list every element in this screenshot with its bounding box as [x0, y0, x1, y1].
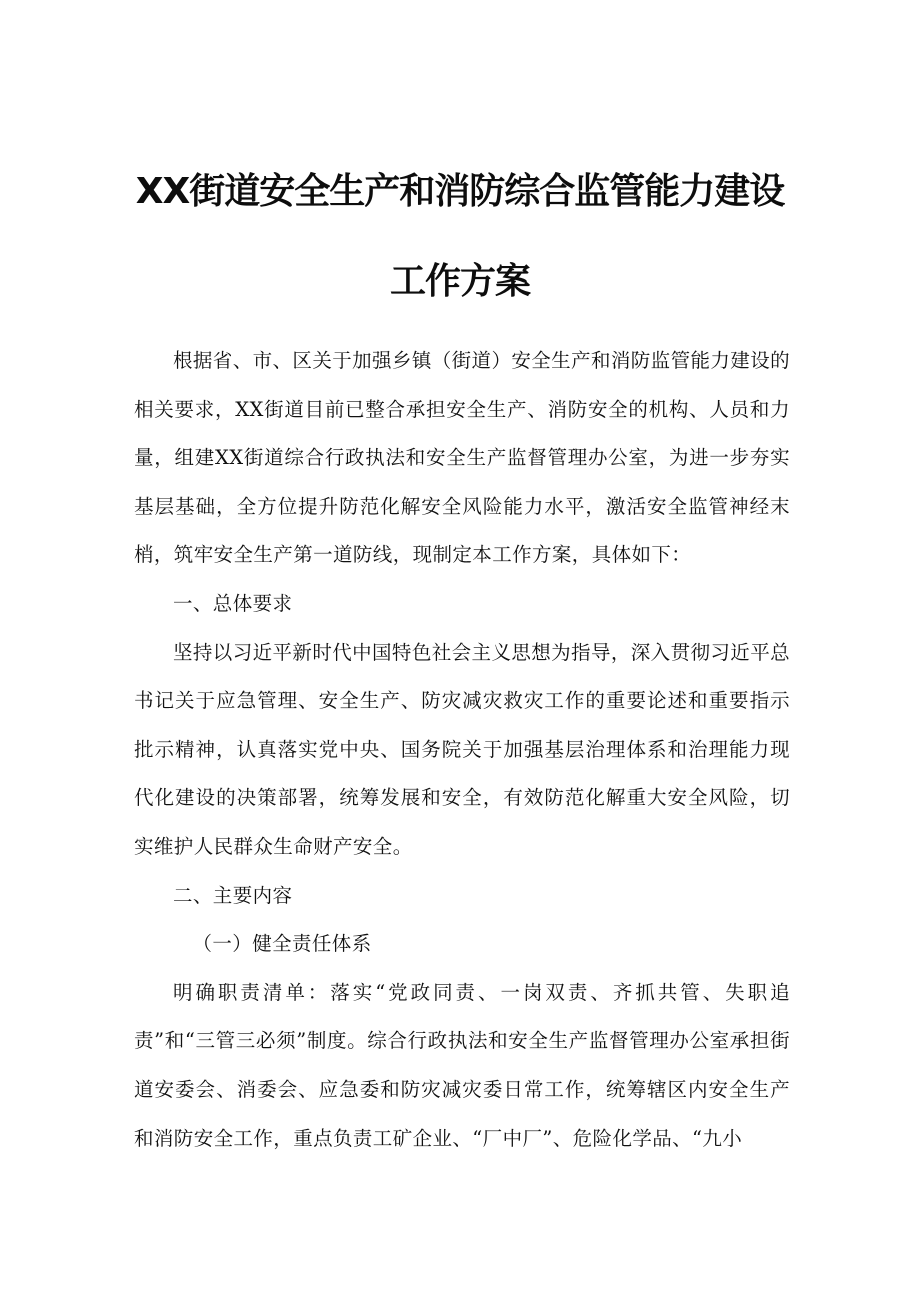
section-1-paragraph: 坚持以习近平新时代中国特色社会主义思想为指导，深入贯彻习近平总书记关于应急管理、安全生产、防灾减灾救灾工作的重要论述和重要指示批示精神，认真落实党中央、国务院关于加强基层治理体系和治理能力现代化建设的决策部署，统筹发展和安全，有效防范化解重大安全风险，切实维护人民群众生命财产安全。 [134, 640, 790, 858]
intro-paragraph: 根据省、市、区关于加强乡镇（街道）安全生产和消防监管能力建设的相关要求，XX街道目前已整合承担安全生产、消防安全的机构、人员和力量，组建XX街道综合行政执法和安全生产监督管理办公室，为进一步夯实基层基础，全方位提升防范化解安全风险能力水平，激活安全监管神经末梢，筑牢安全生产第一道防线，现制定本工作方案，具体如下： [134, 349, 790, 567]
document-title-line-2: 工作方案 [389, 261, 530, 302]
document-title-line-1: XX街道安全生产和消防综合监管能力建设 [135, 171, 785, 212]
subsection-1-paragraph: 明确职责清单：落实“党政同责、一岗双责、齐抓共管、失职追责”和“三管三必须”制度。综合行政执法和安全生产监督管理办公室承担街道安委会、消委会、应急委和防灾减灾委日常工作，统筹辖区内安全生产和消防安全工作，重点负责工矿企业、“厂中厂”、危险化学品、“九小 [134, 980, 790, 1150]
section-1-heading: 一、总体要求 [173, 591, 293, 615]
document-body [134, 337, 790, 1163]
subsection-1-heading: （一）健全责任体系 [192, 932, 372, 956]
section-2-heading: 二、主要内容 [173, 883, 293, 907]
